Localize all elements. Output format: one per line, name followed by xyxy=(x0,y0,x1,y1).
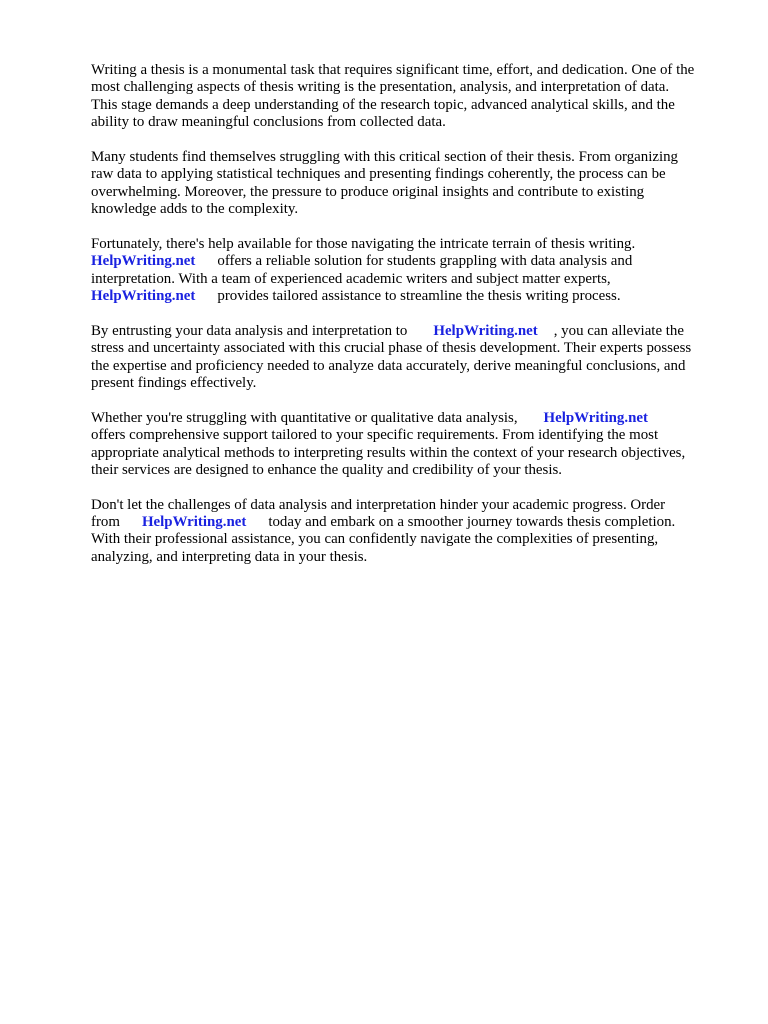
text-line: With their professional assistance, you can confidently navigate the complexities of presenting, xyxy=(91,531,659,548)
text-line: analyzing, and interpreting data in your thesis. xyxy=(91,548,368,565)
text-line: Many students find themselves struggling with this critical section of their thesis. From organizing xyxy=(91,148,678,165)
text-line: the expertise and proficiency needed to analyze data accurately, derive meaningful conclusions, and xyxy=(91,357,686,374)
helpwriting-link[interactable]: HelpWriting.net xyxy=(141,514,247,531)
paragraph-struggle xyxy=(91,149,720,219)
text-line: Writing a thesis is a monumental task that requires significant time, effort, and dedication. One of the xyxy=(91,62,695,78)
paragraph-whether xyxy=(91,410,720,480)
text-line: overwhelming. Moreover, the pressure to produce original insights and contribute to existing xyxy=(91,183,645,200)
text-line xyxy=(91,288,720,305)
text-segment: offers a reliable solution for students grappling with data analysis and xyxy=(217,253,633,270)
text-segment: provides tailored assistance to streamline the thesis writing process. xyxy=(217,288,621,305)
text-line: ability to draw meaningful conclusions from collected data. xyxy=(91,114,446,131)
text-segment: By entrusting your data analysis and interpretation to xyxy=(91,322,408,339)
text-segment: today and embark on a smoother journey towards thesis completion. xyxy=(268,514,676,531)
paragraph-entrust xyxy=(91,323,720,393)
paragraph-intro xyxy=(91,62,720,132)
text-line: interpretation. With a team of experienced academic writers and subject matter experts, xyxy=(91,270,611,287)
helpwriting-link[interactable]: HelpWriting.net xyxy=(433,322,538,339)
text-line xyxy=(91,514,720,531)
helpwriting-link[interactable]: HelpWriting.net xyxy=(543,409,648,426)
text-line xyxy=(91,410,720,427)
text-line: Fortunately, there's help available for those navigating the intricate terrain of thesis writing. xyxy=(91,235,636,252)
text-line: This stage demands a deep understanding of the research topic, advanced analytical skills, and the xyxy=(91,96,675,113)
text-line xyxy=(91,323,720,340)
text-line: most challenging aspects of thesis writing is the presentation, analysis, and interpretation of data. xyxy=(91,79,670,96)
text-segment: from xyxy=(91,514,120,531)
text-line: Don't let the challenges of data analysis and interpretation hinder your academic progress. Order xyxy=(91,496,666,513)
helpwriting-link[interactable]: HelpWriting.net xyxy=(91,253,196,270)
text-line: their services are designed to enhance the quality and credibility of your thesis. xyxy=(91,461,562,478)
text-line xyxy=(91,253,720,270)
text-line: present findings effectively. xyxy=(91,374,257,391)
text-line: stress and uncertainty associated with this crucial phase of thesis development. Their experts possess xyxy=(91,340,692,357)
text-line: appropriate analytical methods to interpreting results within the context of your research objectives, xyxy=(91,444,686,461)
text-line: offers comprehensive support tailored to your specific requirements. From identifying the most xyxy=(91,427,659,444)
paragraph-help xyxy=(91,236,720,306)
text-line: knowledge adds to the complexity. xyxy=(91,201,299,218)
paragraph-conclusion xyxy=(91,497,720,567)
text-segment: Whether you're struggling with quantitative or qualitative data analysis, xyxy=(91,409,518,426)
text-line: raw data to applying statistical techniques and presenting findings coherently, the process can be xyxy=(91,166,666,183)
text-segment: , you can alleviate the xyxy=(553,322,684,339)
helpwriting-link[interactable]: HelpWriting.net xyxy=(91,288,196,305)
